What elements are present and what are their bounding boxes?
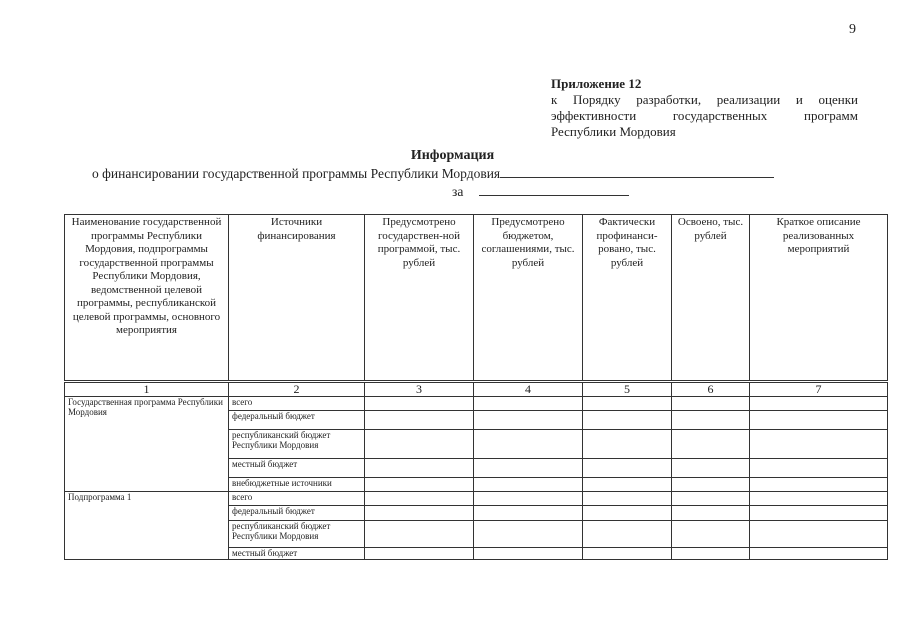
column-number: 4 [474,382,583,397]
period-line [452,183,629,200]
column-number-row [65,382,888,397]
table-row [65,492,888,506]
source-cell: местный бюджет [229,548,365,560]
source-cell: местный бюджет [229,459,365,478]
financing-table [64,214,888,560]
column-number: 6 [672,382,750,397]
header-cell: Фактически профинанси-ровано, тыс. рублей [583,215,672,382]
header-cell: Источники финансирования [229,215,365,382]
column-number: 2 [229,382,365,397]
column-number: 3 [365,382,474,397]
appendix-line-2: эффективности государственных программ [551,108,858,123]
source-cell: всего [229,492,365,506]
period-label: за [452,184,464,199]
subtitle-text: о финансировании государственной программы Республики Мордовия [92,166,501,181]
header-cell: Краткое описание реализованных мероприятий [750,215,888,382]
source-cell: федеральный бюджет [229,411,365,430]
source-cell: внебюджетные источники [229,478,365,492]
document-subtitle [92,165,774,182]
program-name-cell: Подпрограмма 1 [65,492,229,560]
table-header-row [65,215,888,382]
appendix-line-1: к Порядку разработки, реализации и оценки [551,92,858,107]
period-blank [479,183,629,196]
header-cell: Наименование государственной программы Республики Мордовия, подпрограммы государственной программы Республики Мордовия, ведомственной целевой программы, республиканской целевой программы, основного мероприятия [65,215,229,382]
header-cell: Предусмотрено бюджетом, соглашениями, тыс. рублей [474,215,583,382]
source-cell: республиканский бюджет Республики Мордовия [229,430,365,459]
header-cell: Предусмотрено государствен-ной программой, тыс. рублей [365,215,474,382]
page-number: 9 [849,22,856,37]
program-name-cell: Государственная программа Республики Мордовия [65,397,229,492]
column-number: 1 [65,382,229,397]
table-row [65,397,888,411]
header-cell: Освоено, тыс. рублей [672,215,750,382]
source-cell: федеральный бюджет [229,506,365,521]
appendix-block [551,76,858,140]
appendix-title: Приложение 12 [551,76,642,91]
program-name-blank [500,165,774,178]
column-number: 5 [583,382,672,397]
document-title: Информация [410,148,495,163]
column-number: 7 [750,382,888,397]
source-cell: республиканский бюджет Республики Мордовия [229,521,365,548]
source-cell: всего [229,397,365,411]
appendix-line-3: Республики Мордовия [551,124,676,139]
